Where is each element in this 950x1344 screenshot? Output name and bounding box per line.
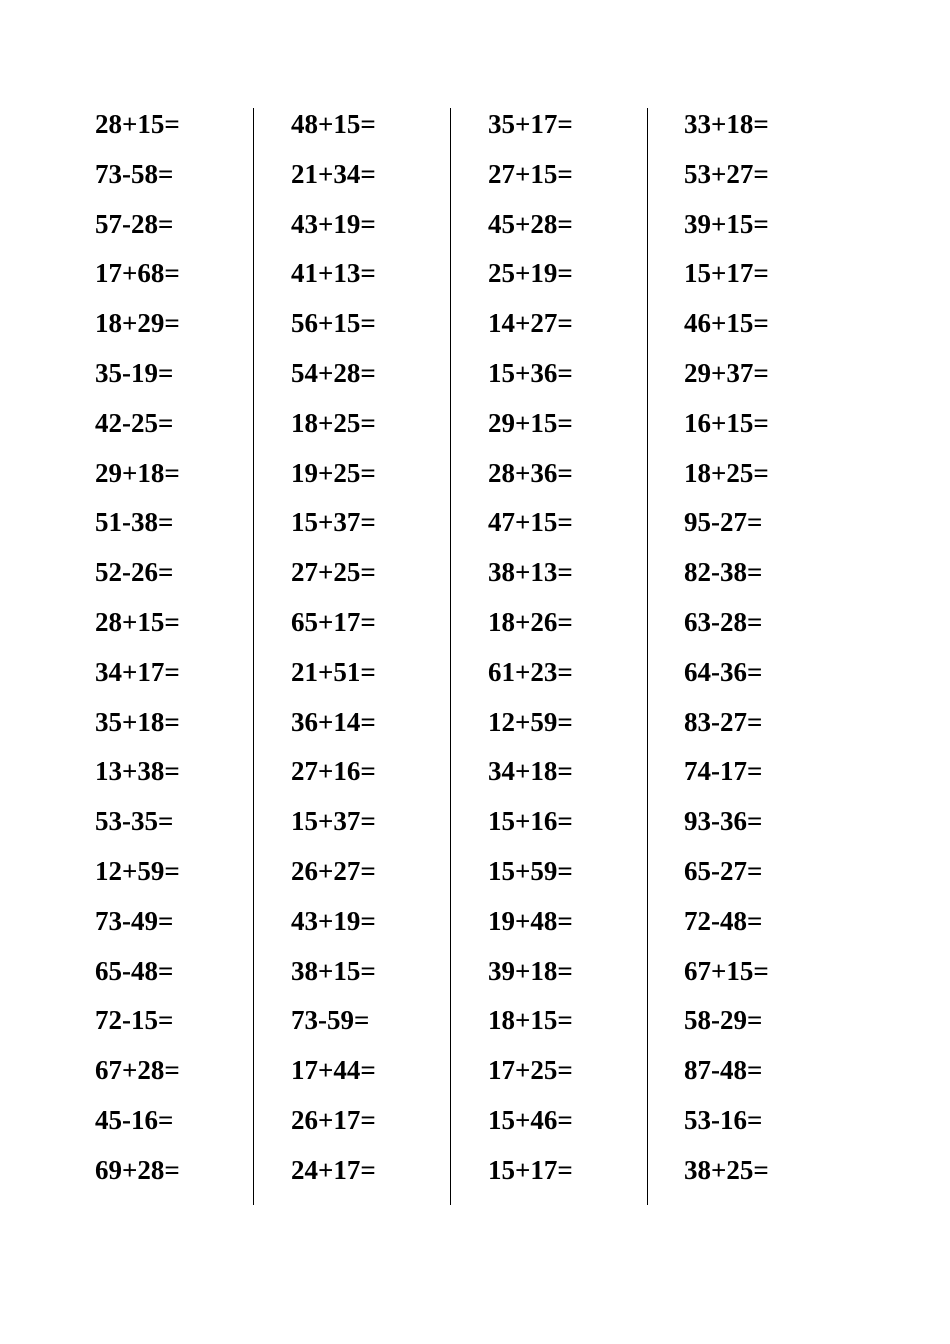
problem-item: 13+38= [95,756,180,787]
problem-item: 72-48= [684,905,763,936]
problem-item: 63-28= [684,606,763,637]
problem-item: 35-19= [95,357,174,388]
problem-column-1 [95,100,291,1196]
problem-item: 15+36= [488,357,573,388]
problem-item: 52-26= [95,557,174,588]
problem-item: 26+17= [291,1104,376,1135]
problem-item: 53-35= [95,806,174,837]
problem-item: 24+17= [291,1154,376,1185]
problem-item: 65-48= [95,955,174,986]
problem-item: 53-16= [684,1104,763,1135]
problem-item: 64-36= [684,656,763,687]
problem-item: 38+13= [488,557,573,588]
problem-item: 46+15= [684,308,769,339]
problem-item: 93-36= [684,806,763,837]
problem-item: 82-38= [684,557,763,588]
problem-item: 57-28= [95,208,174,239]
problem-item: 28+36= [488,457,573,488]
problem-item: 45+28= [488,208,573,239]
problem-item: 15+59= [488,855,573,886]
problem-item: 73-58= [95,158,174,189]
problem-item: 38+15= [291,955,376,986]
problem-item: 43+19= [291,208,376,239]
problem-item: 72-15= [95,1005,174,1036]
problem-item: 15+37= [291,507,376,538]
problem-item: 26+27= [291,855,376,886]
problem-item: 36+14= [291,706,376,737]
problem-item: 28+15= [95,606,180,637]
problem-item: 48+15= [291,109,376,139]
problem-item: 39+18= [488,955,573,986]
problem-item: 27+25= [291,557,376,588]
problem-item: 18+25= [291,407,376,438]
problem-item: 17+68= [95,258,180,289]
problem-item: 42-25= [95,407,174,438]
problem-item: 27+16= [291,756,376,787]
problem-item: 45-16= [95,1104,174,1135]
problem-item: 15+17= [684,258,769,289]
problem-item: 14+27= [488,308,573,339]
problem-item: 69+28= [95,1154,180,1185]
problem-item: 61+23= [488,656,573,687]
problem-item: 35+18= [95,706,180,737]
problem-item: 29+15= [488,407,573,438]
problem-item: 15+16= [488,806,573,837]
problem-item: 33+18= [684,109,769,139]
problem-item: 18+25= [684,457,769,488]
problem-item: 43+19= [291,905,376,936]
problem-item: 18+29= [95,308,180,339]
problem-item: 18+26= [488,606,573,637]
problem-item: 15+46= [488,1104,573,1135]
problem-item: 39+15= [684,208,769,239]
problem-item: 17+25= [488,1055,573,1086]
problem-item: 12+59= [95,855,180,886]
problem-item: 19+48= [488,905,573,936]
problem-item: 12+59= [488,706,573,737]
problem-item: 38+25= [684,1154,769,1185]
problem-item: 35+17= [488,109,573,139]
problem-item: 21+34= [291,158,376,189]
problem-item: 19+25= [291,457,376,488]
problem-item: 74-17= [684,756,763,787]
problem-item: 15+17= [488,1154,573,1185]
problem-item: 67+15= [684,955,769,986]
problem-item: 17+44= [291,1055,376,1086]
problem-column-4 [684,100,880,1196]
problem-item: 29+37= [684,357,769,388]
problem-item: 73-59= [291,1005,370,1036]
problem-item: 53+27= [684,158,769,189]
problem-column-2 [291,100,487,1196]
problem-item: 73-49= [95,905,174,936]
problem-item: 28+15= [95,109,180,139]
problem-item: 67+28= [95,1055,180,1086]
problem-item: 65-27= [684,855,763,886]
problem-item: 65+17= [291,606,376,637]
problem-item: 47+15= [488,507,573,538]
problem-item: 54+28= [291,357,376,388]
problem-item: 83-27= [684,706,763,737]
problem-item: 18+15= [488,1005,573,1036]
problem-item: 41+13= [291,258,376,289]
problem-item: 58-29= [684,1005,763,1036]
problem-column-3 [488,100,684,1196]
problem-item: 25+19= [488,258,573,289]
problem-item: 21+51= [291,656,376,687]
problem-item: 34+18= [488,756,573,787]
problem-item: 16+15= [684,407,769,438]
problem-item: 95-27= [684,507,763,538]
problem-item: 27+15= [488,158,573,189]
problem-item: 87-48= [684,1055,763,1086]
problem-item: 51-38= [95,507,174,538]
problem-item: 56+15= [291,308,376,339]
problem-item: 29+18= [95,457,180,488]
problem-item: 15+37= [291,806,376,837]
problem-item: 34+17= [95,656,180,687]
